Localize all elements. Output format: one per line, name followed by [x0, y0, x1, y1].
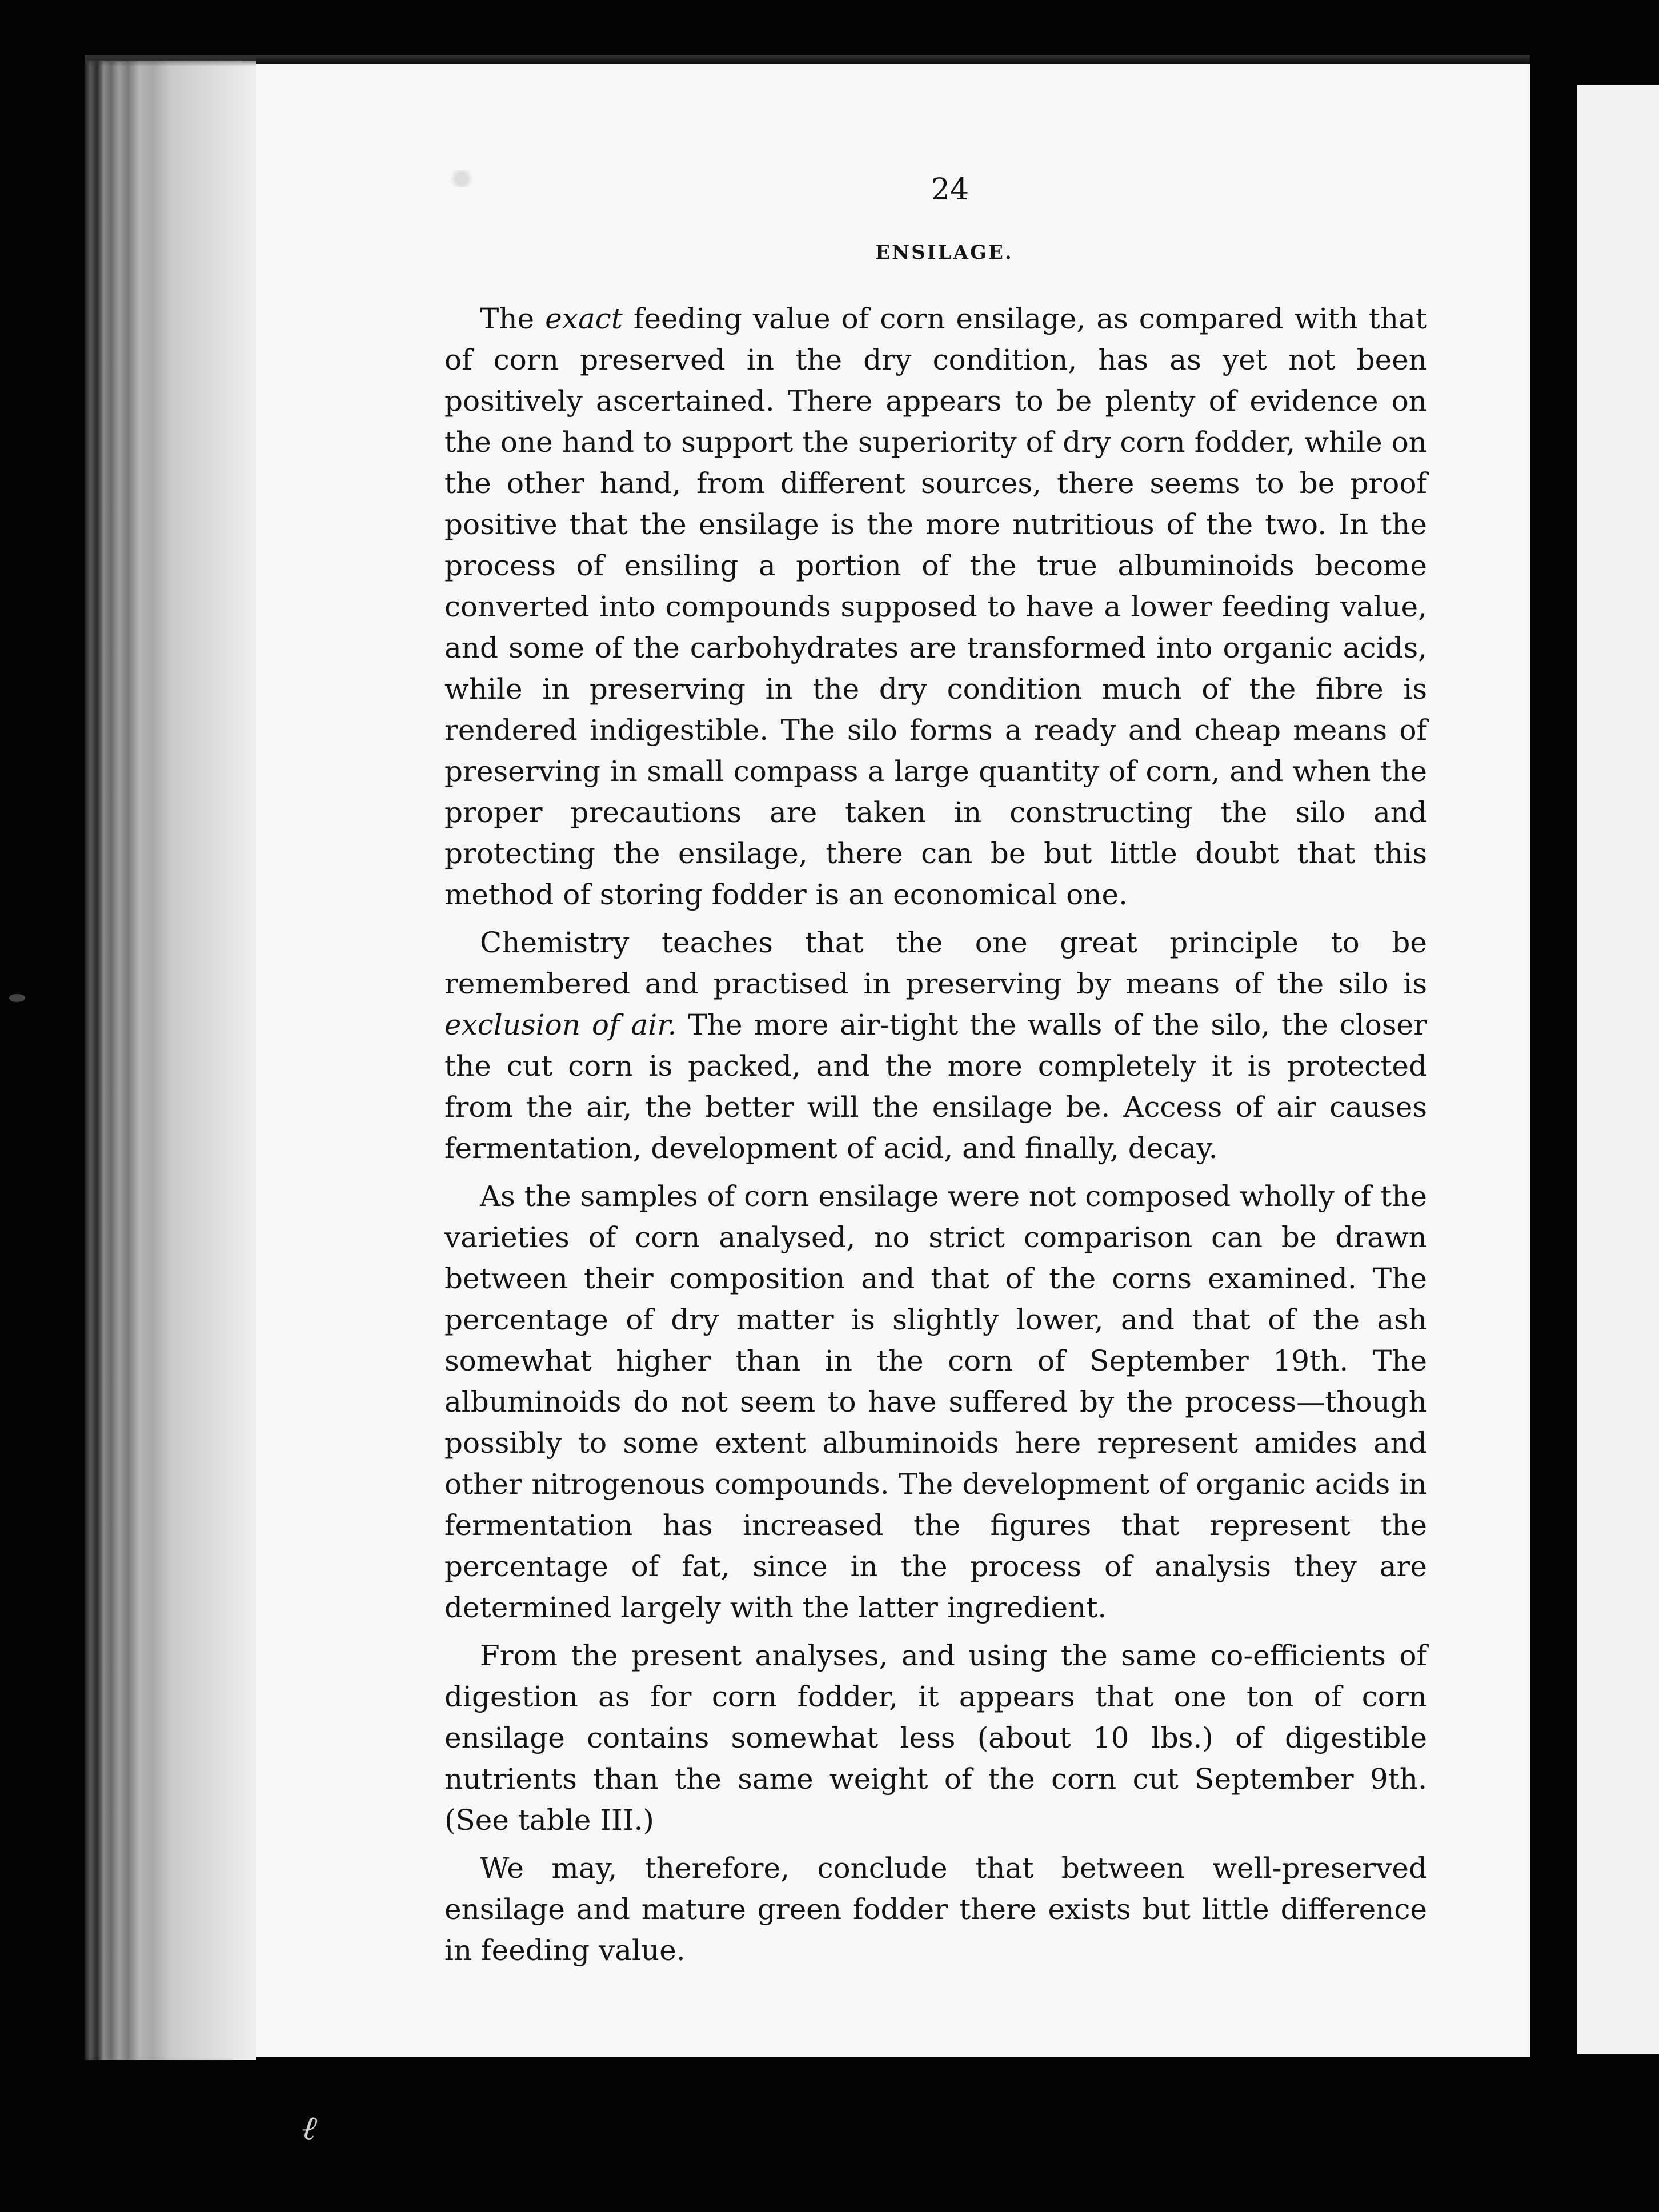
- adjacent-page-edge: [1577, 85, 1659, 2054]
- paragraph: [444, 1848, 1427, 1971]
- page-sheet: [256, 64, 1530, 2057]
- italic-run: exact: [545, 302, 623, 335]
- text-run: We may, therefore, conclude that between well-preserved ensilage and mature green fodder there exists but little difference in feeding value.: [444, 1852, 1427, 1967]
- paragraph: [444, 298, 1427, 915]
- page-stack-edge: [85, 57, 256, 2060]
- body-text: [444, 298, 1427, 1978]
- text-run: From the present analyses, and using the same co-efficients of digestion as for corn fodder, it appears that one ton of corn ensilage contains somewhat less (about 10 lbs.) of digestible nutrients than the same weight of the corn cut September 9th. (See table III.): [444, 1639, 1427, 1837]
- paragraph: [444, 1176, 1427, 1628]
- page-number: 24: [931, 173, 969, 207]
- text-run: The more air-tight the walls of the silo, the closer the cut corn is packed, and the more completely it is protected from the air, the better will the ensilage be. Access of air causes fermentation, development of acid, and finally, decay.: [444, 1008, 1427, 1165]
- paragraph: [444, 1635, 1427, 1841]
- text-run: As the samples of corn ensilage were not composed wholly of the varieties of corn analysed, no strict comparison can be drawn between their composition and that of the corns examined. The percentage of dry matter is slightly lower, and that of the ash somewhat higher than in the corn of September 19th. The albuminoids do not seem to have suffered by the process—though possibly to some extent albuminoids here represent amides and other nitrogenous compounds. The development of organic acids in fermentation has increased the figures that represent the percentage of fat, since in the process of analysis they are determined largely with the latter ingredient.: [444, 1180, 1427, 1624]
- section-heading: ENSILAGE.: [875, 241, 1013, 264]
- text-run: feeding value of corn ensilage, as compared with that of corn preserved in the dry condition, has as yet not been positively ascertained. There appears to be plenty of evidence on the one hand to support the superiority of dry corn fodder, while on the other hand, from different sources, there seems to be proof positive that the ensilage is the more nutritious of the two. In the process of ensiling a portion of the true albuminoids become converted into compounds supposed to have a lower feeding value, and some of the carbohydrates are transformed into organic acids, while in preserving in the dry condition much of the fibre is rendered indigestible. The silo forms a ready and cheap means of preserving in small compass a large quantity of corn, and when the proper precautions are taken in constructing the silo and protecting the ensilage, there can be but little doubt that this method of storing fodder is an economical one.: [444, 302, 1427, 911]
- scan-speck: [9, 994, 25, 1002]
- paragraph: [444, 922, 1427, 1169]
- text-run: Chemistry teaches that the one great principle to be remembered and practised in preserving by means of the silo is: [444, 926, 1427, 1000]
- text-run: The: [480, 302, 546, 335]
- margin-scribble: ℓ: [295, 2106, 324, 2150]
- italic-run: exclusion of air.: [444, 1008, 677, 1041]
